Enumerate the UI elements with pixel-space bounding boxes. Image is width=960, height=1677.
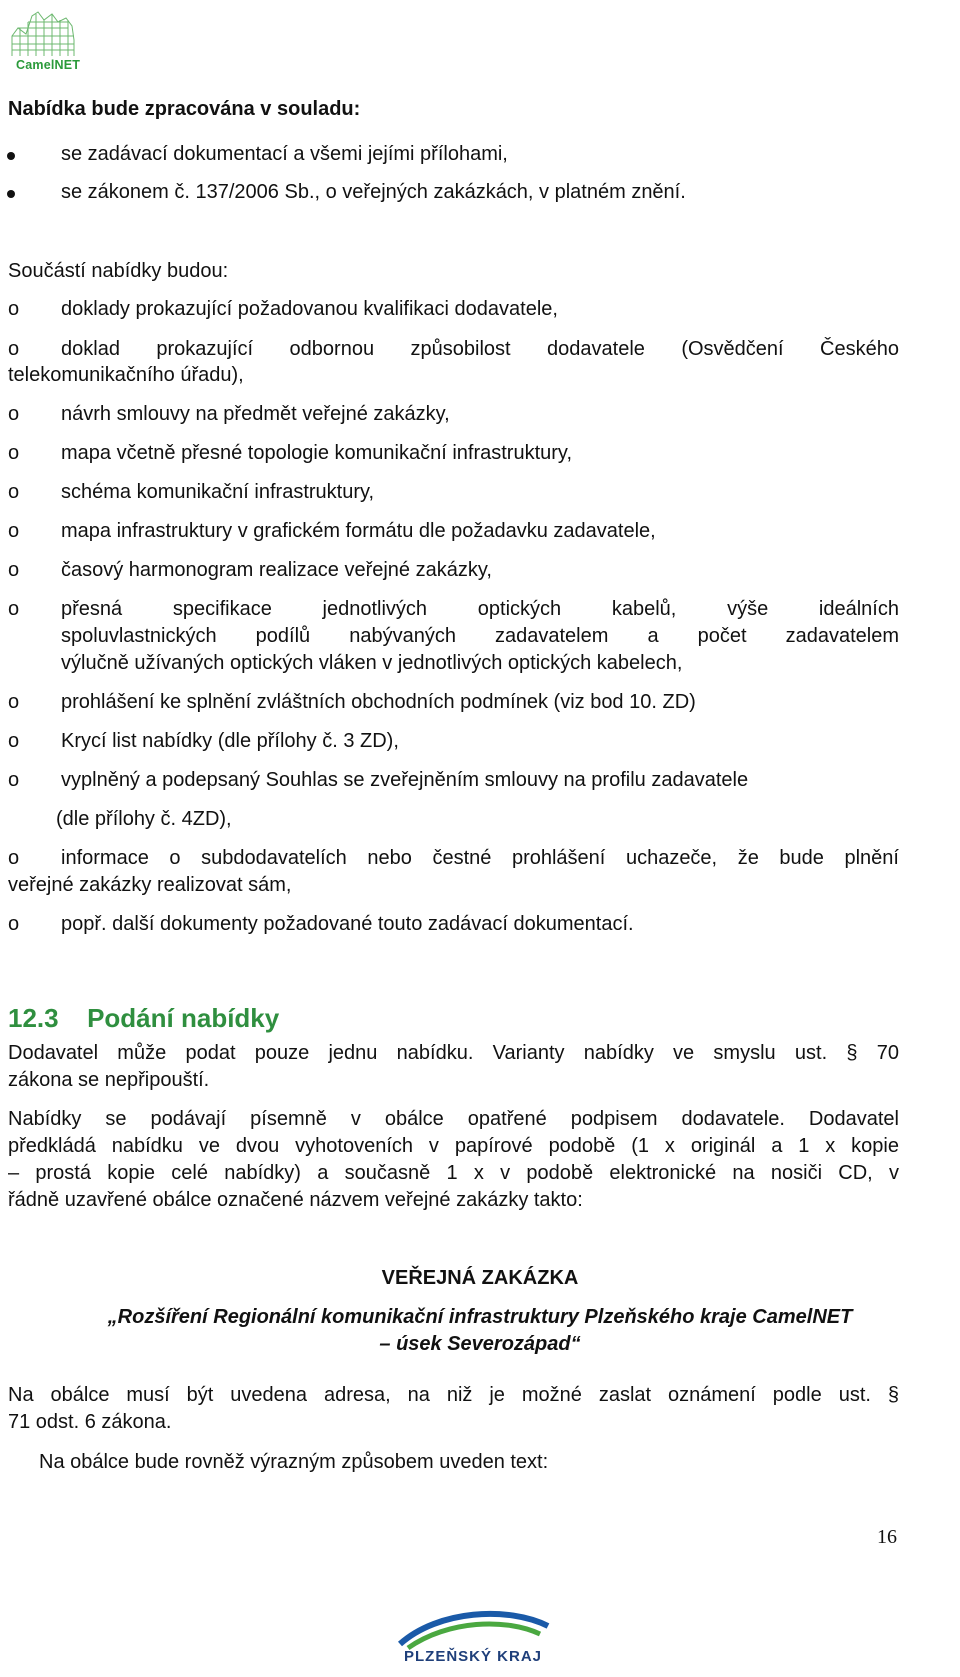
list-item: prohlášení ke splnění zvláštních obchodních podmínek (viz bod 10. ZD) (61, 691, 696, 713)
section-heading (8, 1003, 279, 1033)
list-marker: o (8, 598, 20, 620)
paragraph-line: předkládá nabídku ve dvou vyhotoveních v papírové podobě (1 x originál a 1 x kopie (8, 1135, 899, 1157)
list-item-continuation: výlučně užívaných optických vláken v jednotlivých optických kabelech, (61, 652, 683, 674)
paragraph-line: – prostá kopie celé nabídky) a současně 1 x v podobě elektronické na nosiči CD, v (8, 1162, 899, 1184)
list-marker: o (8, 559, 20, 581)
camelnet-logo-text: CamelNET (16, 58, 81, 72)
list-marker: o (8, 913, 20, 935)
list-marker: o (8, 403, 20, 425)
section-number: 12.3 (8, 1003, 59, 1033)
intro-bullet-1: se zadávací dokumentací a všemi jejími přílohami, (61, 143, 508, 165)
list-item: vyplněný a podepsaný Souhlas se zveřejněním smlouvy na profilu zadavatele (61, 769, 749, 791)
list-item-continuation: (dle přílohy č. 4ZD), (56, 808, 232, 830)
paragraph-line: Nabídky se podávají písemně v obálce opatřené podpisem dodavatele. Dodavatel (8, 1108, 899, 1130)
paragraph-line: řádně uzavřené obálce označené názvem veřejné zakázky takto: (8, 1189, 583, 1211)
list-marker: o (8, 730, 20, 752)
page-number: 16 (877, 1526, 897, 1548)
list-marker: o (8, 769, 20, 791)
section-title: Podání nabídky (87, 1003, 280, 1033)
intro-heading: Nabídka bude zpracována v souladu: (8, 98, 361, 120)
list-item: doklad prokazující odbornou způsobilost dodavatele (Osvědčení Českého (61, 338, 899, 360)
list-marker: o (8, 520, 20, 542)
list-marker: o (8, 481, 20, 503)
components-heading: Součástí nabídky budou: (8, 260, 229, 282)
list-item: přesná specifikace jednotlivých optických kabelů, výše ideálních (61, 598, 899, 620)
list-item: mapa infrastruktury v grafickém formátu dle požadavku zadavatele, (61, 520, 656, 542)
paragraph-line: 71 odst. 6 zákona. (8, 1411, 172, 1433)
camelnet-logo (8, 6, 81, 72)
list-marker: o (8, 338, 20, 360)
list-item: návrh smlouvy na předmět veřejné zakázky, (61, 403, 450, 425)
list-item-continuation: telekomunikačního úřadu), (8, 364, 244, 386)
camel-grid-icon (8, 6, 78, 58)
paragraph-line: Na obálce musí být uvedena adresa, na niž je možné zaslat oznámení podle ust. § (8, 1384, 899, 1406)
envelope-label-title: VEŘEJNÁ ZAKÁZKA (381, 1267, 579, 1289)
paragraph-line: Na obálce bude rovněž výrazným způsobem uveden text: (39, 1451, 549, 1473)
bullet-dot (7, 152, 15, 160)
list-item: mapa včetně přesné topologie komunikační infrastruktury, (61, 442, 573, 464)
plzensky-kraj-text: PLZEŇSKÝ KRAJ (403, 1648, 543, 1665)
list-marker: o (8, 442, 20, 464)
envelope-label-line: „Rozšíření Regionální komunikační infrastruktury Plzeňského kraje CamelNET (107, 1306, 853, 1328)
list-item: popř. další dokumenty požadované touto zadávací dokumentací. (61, 913, 634, 935)
paragraph-line: Dodavatel může podat pouze jednu nabídku. Varianty nabídky ve smyslu ust. § 70 (8, 1042, 899, 1064)
list-item-continuation: veřejné zakázky realizovat sám, (8, 874, 292, 896)
list-item: časový harmonogram realizace veřejné zakázky, (61, 559, 492, 581)
envelope-label-line: – úsek Severozápad“ (379, 1333, 581, 1355)
swoosh-icon (388, 1600, 558, 1652)
intro-bullet-2: se zákonem č. 137/2006 Sb., o veřejných zakázkách, v platném znění. (61, 181, 686, 203)
list-marker: o (8, 691, 20, 713)
paragraph-line: zákona se nepřipouští. (8, 1069, 210, 1091)
list-item: Krycí list nabídky (dle přílohy č. 3 ZD), (61, 730, 399, 752)
plzensky-kraj-logo (388, 1600, 558, 1675)
list-marker: o (8, 847, 20, 869)
list-item: doklady prokazující požadovanou kvalifikaci dodavatele, (61, 298, 558, 320)
list-marker: o (8, 298, 20, 320)
list-item-continuation: spoluvlastnických podílů nabývaných zadavatelem a počet zadavatelem (61, 625, 899, 647)
bullet-dot (7, 190, 15, 198)
list-item: schéma komunikační infrastruktury, (61, 481, 375, 503)
list-item: informace o subdodavatelích nebo čestné prohlášení uchazeče, že bude plnění (61, 847, 899, 869)
